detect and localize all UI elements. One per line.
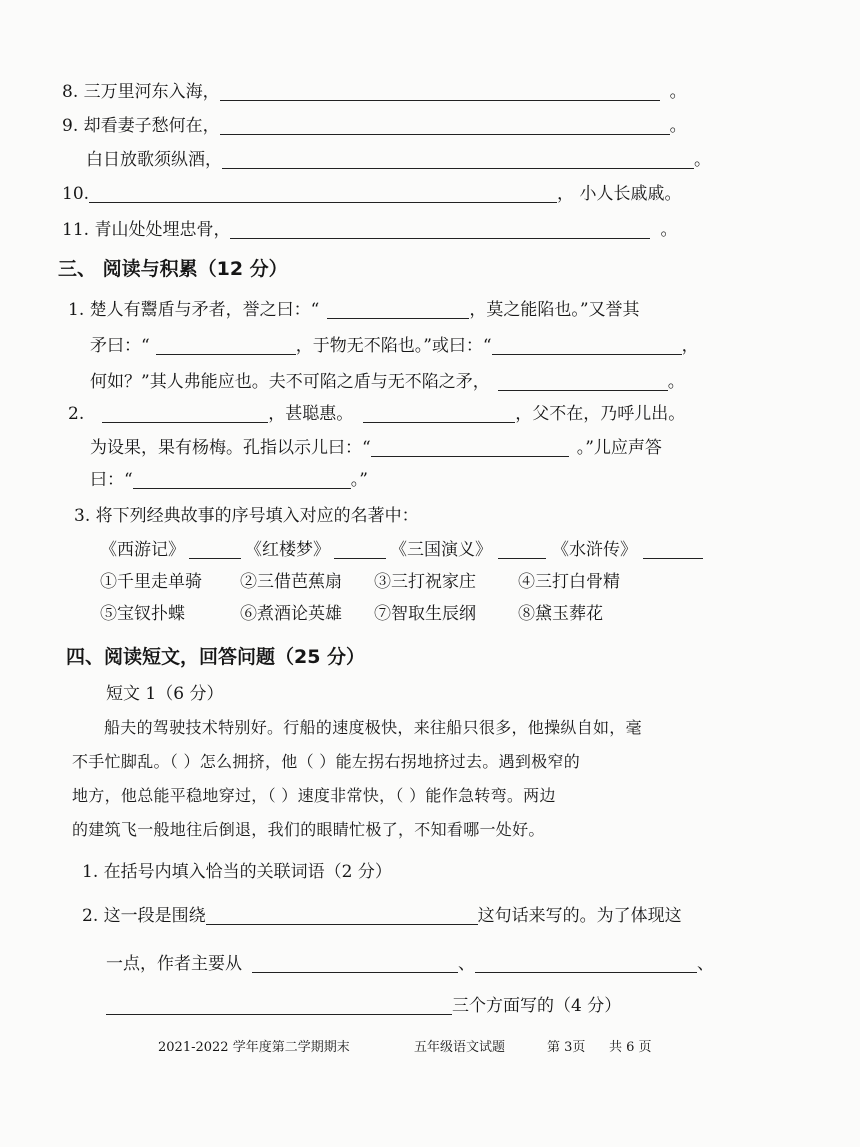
section-3-heading: 三、 阅读与积累（12 分） [58,258,288,280]
book-row [100,540,703,560]
pq2-text: 、 [458,954,475,974]
s3q2-text: 曰：“ [90,470,133,490]
question-11 [62,220,677,240]
stories-row-2 [100,604,603,624]
footer-page-number: 第 3页 [547,1040,586,1055]
s3q2-text: ，甚聪惠。 [268,404,354,424]
section-4-heading: 四、阅读短文，回答问题（25 分） [66,646,366,668]
answer-blank[interactable] [327,302,469,319]
story-option: ⑧黛玉葬花 [518,604,603,624]
answer-blank[interactable] [189,542,241,559]
question-9-prompt: 9. 却看妻子愁何在， [62,116,220,136]
passage-line: 船夫的驾驶技术特别好。行船的速度极快，来往船只很多，他操纵自如，毫 [104,718,642,737]
s3-question-2-line-3 [90,470,368,490]
pq2-text: 、 [697,954,714,974]
s3q1-text: ，于物无不陷也。”或曰：“ [295,336,492,356]
answer-blank[interactable] [156,338,296,355]
question-9-suffix: 。 [669,116,687,136]
question-11-suffix: 。 [660,220,678,240]
s3-question-1-line-2 [90,336,699,356]
book-title: 《三国演义》 [390,540,492,560]
question-9-line2-suffix: 。 [694,150,711,170]
question-8-suffix: 。 [669,82,687,102]
story-option: ③三打祝家庄 [374,572,476,592]
answer-blank[interactable] [252,956,458,973]
s3q2-text: 为设果，果有杨梅。孔指以示儿曰：“ [90,438,371,458]
s3q2-text: 。” [350,470,368,490]
story-option: ①千里走单骑 [100,572,202,592]
passage-question-2-line-3 [106,996,621,1016]
footer-term: 2021-2022 学年度第二学期期末 [158,1040,350,1055]
question-10-suffix: ， 小人长戚戚。 [557,184,682,204]
pq2-text: 一点，作者主要从 [106,954,242,974]
answer-blank[interactable] [102,406,268,423]
s3-question-2-line-2 [90,438,662,458]
story-option: ⑦智取生辰纲 [374,604,476,624]
answer-blank[interactable] [220,84,660,101]
s3-question-1-line-1 [68,300,640,320]
answer-blank[interactable] [492,338,682,355]
footer-total-pages: 共 6 页 [609,1040,652,1055]
answer-blank[interactable] [222,152,694,169]
s3q1-text: ， [681,336,699,356]
stories-row-1 [100,572,620,592]
s3q1-text: 何如？”其人弗能应也。夫不可陷之盾与无不陷之矛， [90,372,490,392]
answer-blank[interactable] [498,542,546,559]
s3q1-text: 矛曰：“ [90,336,150,356]
passage-line: 不手忙脚乱。（ ）怎么拥挤，他（ ）能左拐右拐地挤过去。遇到极窄的 [72,752,581,771]
answer-blank[interactable] [133,472,351,489]
question-9-line2-prompt: 白日放歌须纵酒， [86,150,222,170]
s3q2-text: 2. [68,404,85,424]
question-8-prompt: 8. 三万里河东入海， [62,82,220,102]
story-option: ⑤宝钗扑蝶 [100,604,185,624]
passage-question-2-line-1 [82,906,682,926]
s3q2-text: 。”儿应声答 [576,438,662,458]
s3q1-text: 。 [667,372,685,392]
pq2-text: 2. 这一段是围绕 [82,906,206,926]
s3-question-2-line-1 [68,404,685,424]
answer-blank[interactable] [334,542,386,559]
answer-blank[interactable] [89,186,557,203]
answer-blank[interactable] [106,998,452,1015]
answer-blank[interactable] [643,542,703,559]
s3q2-text: ，父不在，乃呼儿出。 [515,404,686,424]
passage-question-1: 1. 在括号内填入恰当的关联词语（2 分） [82,862,392,882]
s3q1-text: 1. 楚人有鬻盾与矛者，誉之曰：“ [68,300,320,320]
book-title: 《红楼梦》 [245,540,330,560]
passage-line: 地方，他总能平稳地穿过，（ ）速度非常快，（ ）能作急转弯。两边 [72,786,556,805]
story-option: ②三借芭蕉扇 [240,572,342,592]
footer-subject: 五年级语文试题 [414,1040,506,1055]
pq2-text: 这句话来写的。为了体现这 [477,906,682,926]
question-9 [62,116,687,136]
s3-question-3-title: 3. 将下列经典故事的序号填入对应的名著中： [74,506,419,526]
answer-blank[interactable] [230,222,650,239]
pq2-text: 三个方面写的（4 分） [452,996,622,1016]
question-8 [62,82,687,102]
story-option: ④三打白骨精 [518,572,620,592]
answer-blank[interactable] [206,908,478,925]
book-title: 《水浒传》 [552,540,637,560]
passage-title: 短文 1（6 分） [106,684,224,704]
answer-blank[interactable] [498,374,668,391]
s3q1-text: ，莫之能陷也。”又誉其 [469,300,640,320]
question-11-prompt: 11. 青山处处埋忠骨， [62,220,231,240]
answer-blank[interactable] [363,406,515,423]
answer-blank[interactable] [371,440,569,457]
passage-line: 的建筑飞一般地往后倒退，我们的眼睛忙极了，不知看哪一处好。 [72,820,545,839]
s3-question-1-line-3 [90,372,685,392]
answer-blank[interactable] [220,118,670,135]
question-9-line-2 [86,150,711,170]
question-10-number: 10. [62,184,90,204]
answer-blank[interactable] [475,956,697,973]
book-title: 《西游记》 [100,540,185,560]
story-option: ⑥煮酒论英雄 [240,604,342,624]
passage-question-2-line-2 [106,954,714,974]
question-10 [62,184,681,204]
